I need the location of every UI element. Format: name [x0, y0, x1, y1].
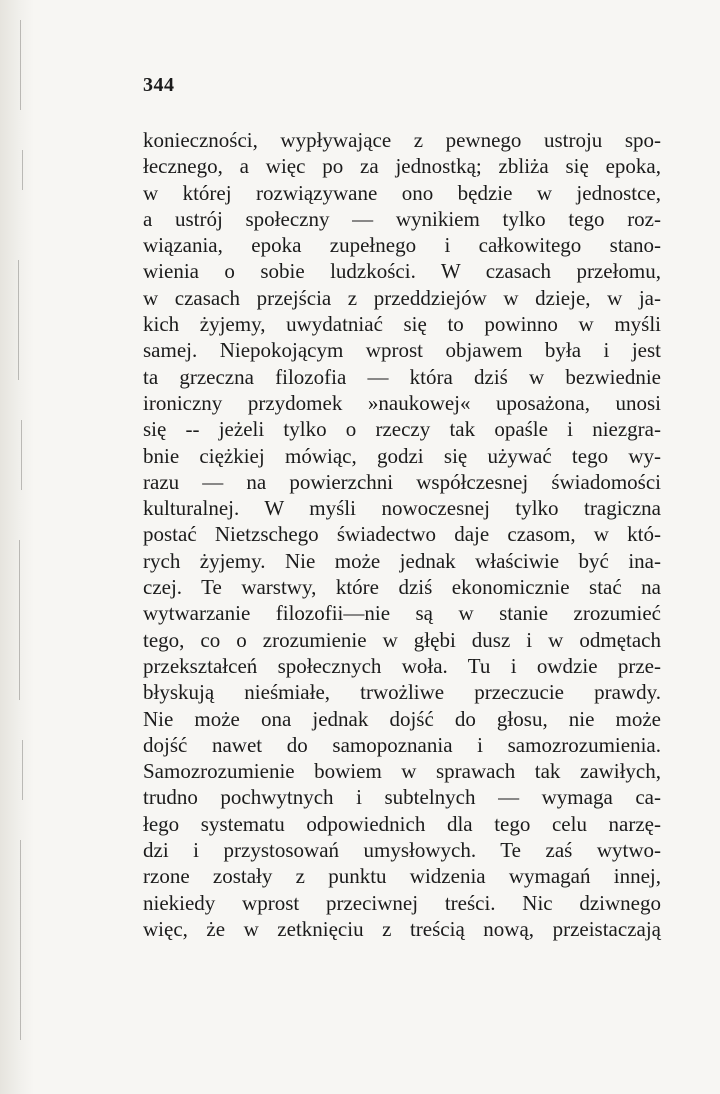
- text-line: ironiczny przydomek »naukowej« uposażona, unosi: [143, 390, 661, 415]
- text-line: konieczności, wypływające z pewnego ustroju spo-: [143, 128, 661, 152]
- text-line: bnie ciężkiej mówiąc, godzi się używać tego wy-: [143, 443, 661, 468]
- text-line: wienia o sobie ludzkości. W czasach przełomu,: [143, 259, 661, 284]
- text-line: wytwarzanie filozofii—nie są w stanie zrozumieć: [143, 601, 661, 626]
- text-line: łego systematu odpowiednich dla tego celu narzę-: [143, 811, 661, 836]
- text-line: w której rozwiązywane ono będzie w jednostce,: [143, 180, 661, 205]
- text-line: przekształceń społecznych woła. Tu i owdzie prze-: [143, 653, 661, 678]
- text-line: niekiedy wprost przeciwnej treści. Nic dziwnego: [143, 890, 661, 915]
- text-line: w czasach przejścia z przeddziejów w dzieje, w ja-: [143, 285, 661, 310]
- text-line: rzone zostały z punktu widzenia wymagań innej,: [143, 864, 661, 889]
- text-line: się -- jeżeli tylko o rzeczy tak opaśle i niezgra-: [143, 417, 661, 442]
- text-line: samej. Niepokojącym wprost objawem była i jest: [143, 338, 661, 363]
- text-line: Nie może ona jednak dojść do głosu, nie może: [143, 706, 661, 731]
- text-line: razu — na powierzchni współczesnej świadomości: [143, 469, 661, 494]
- body-text: [143, 127, 661, 942]
- text-line: czej. Te warstwy, które dziś ekonomicznie stać na: [143, 575, 661, 600]
- text-line: postać Nietzschego świadectwo daje czasom, w któ-: [143, 522, 661, 547]
- page-binding-edge: [0, 0, 34, 1094]
- text-line: trudno pochwytnych i subtelnych — wymaga ca-: [143, 785, 661, 810]
- text-line: dzi i przystosowań umysłowych. Te zaś wytwo-: [143, 838, 661, 863]
- text-line: ta grzeczna filozofia — która dziś w bezwiednie: [143, 364, 661, 389]
- text-line: błyskują nieśmiałe, trwożliwe przeczucie prawdy.: [143, 680, 661, 705]
- text-line: tego, co o zrozumienie w głębi dusz i w odmętach: [143, 627, 661, 652]
- text-line: rych żyjemy. Nie może jednak właściwie być ina-: [143, 548, 661, 573]
- text-line: Samozrozumienie bowiem w sprawach tak zawiłych,: [143, 759, 661, 784]
- text-line: a ustrój społeczny — wynikiem tylko tego roz-: [143, 206, 661, 231]
- text-line: wiązania, epoka zupełnego i całkowitego stano-: [143, 233, 661, 258]
- text-line: kulturalnej. W myśli nowoczesnej tylko tragiczna: [143, 496, 661, 521]
- page-number: 344: [143, 74, 175, 96]
- text-line: więc, że w zetknięciu z treścią nową, przeistaczają: [143, 916, 661, 941]
- text-line: dojść nawet do samopoznania i samozrozumienia.: [143, 732, 661, 757]
- text-line: łecznego, a więc po za jednostką; zbliża się epoka,: [143, 154, 661, 179]
- text-line: kich żyjemy, uwydatniać się to powinno w myśli: [143, 312, 661, 337]
